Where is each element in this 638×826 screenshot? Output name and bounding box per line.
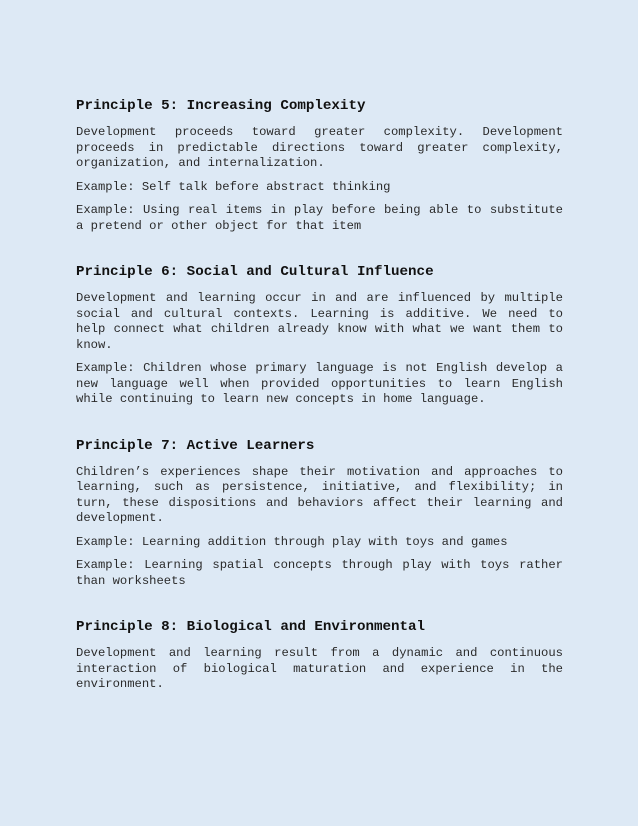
section-heading: Principle 7: Active Learners	[76, 437, 315, 454]
body-paragraph: Children’s experiences shape their motivation and approaches to learning, such as persistence, initiative, and flexibility; in turn, these dispositions and behaviors affect their learning and development.	[76, 464, 563, 525]
section-heading: Principle 6: Social and Cultural Influence	[76, 264, 434, 280]
body-paragraph: Development and learning occur in and are influenced by multiple social and cultural contexts. Learning is additive. We need to help connect what children already know with what we want them to know.	[76, 291, 563, 352]
document-page	[76, 97, 563, 722]
section-heading: Principle 5: Increasing Complexity	[76, 98, 366, 114]
example-paragraph: Example: Learning spatial concepts through play with toys rather than worksheets	[76, 558, 563, 588]
example-paragraph: Example: Children whose primary language is not English develop a new language well when provided opportunities to learn English while continuing to learn new concepts in home language.	[76, 361, 563, 406]
body-paragraph: Development proceeds toward greater complexity. Development proceeds in predictable directions toward greater complexity, organization, and internalization.	[76, 125, 563, 170]
principle-8-section	[76, 618, 563, 693]
body-paragraph: Development and learning result from a dynamic and continuous interaction of biological maturation and experience in the environment.	[76, 646, 563, 691]
example-paragraph: Example: Learning addition through play with toys and games	[76, 534, 508, 549]
example-paragraph: Example: Using real items in play before being able to substitute a pretend or other object for that item	[76, 203, 563, 233]
principle-5-section	[76, 97, 563, 234]
principle-6-section	[76, 263, 563, 408]
example-paragraph: Example: Self talk before abstract thinking	[76, 179, 391, 194]
principle-7-section	[76, 437, 563, 590]
section-heading: Principle 8: Biological and Environmental	[76, 619, 426, 635]
